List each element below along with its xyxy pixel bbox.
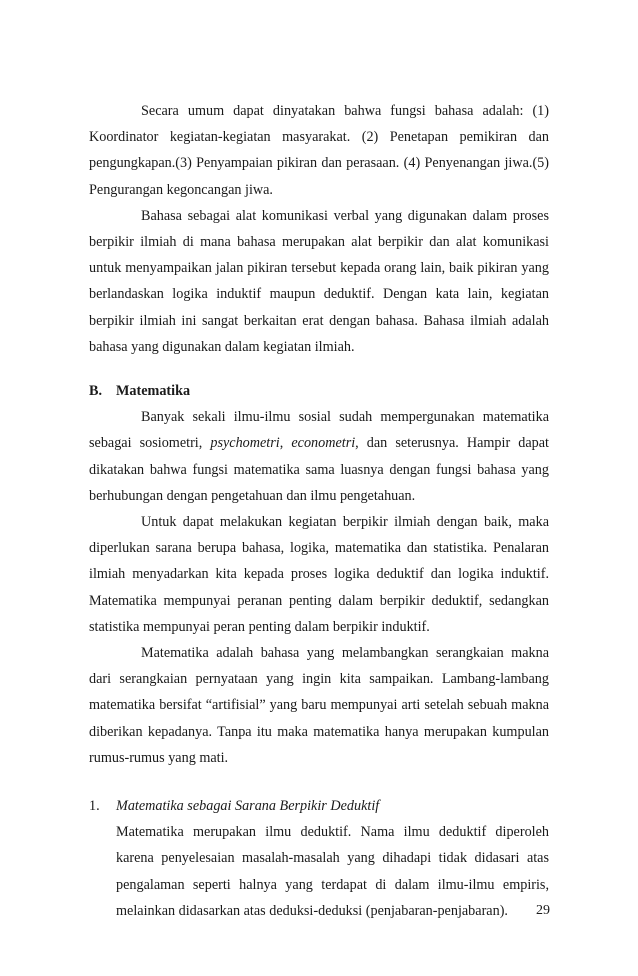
paragraph-language-communication: Bahasa sebagai alat komunikasi verbal yang digunakan dalam proses berpikir ilmiah di mana bahasa merupakan alat berpikir dan alat komunikasi untuk menyampaikan jalan pikiran tersebut kepada orang lain, baik pikiran yang berlandaskan logika induktif maupun deduktif. Dengan kata lain, kegiatan berpikir ilmiah ini sangat berkaitan erat dengan bahasa. Bahasa ilmiah adalah bahasa yang digunakan dalam kegiatan ilmiah. [89,207,549,355]
p3-after: , dan seterusnya. Hampir dapat dikatakan bahwa fungsi matematika sama luasnya dengan fungsi bahasa yang berhubungan dengan pengetahuan dan ilmu pengetahuan. [89,435,549,504]
section-number: B. [89,383,103,400]
body-text [89,98,549,924]
p3-mid: , [279,435,292,452]
term-econometri: econometri [291,435,356,452]
paragraph-scientific-thinking: Untuk dapat melakukan kegiatan berpikir ilmiah dengan baik, maka diperlukan sarana berupa bahasa, logika, matematika dan statistika. Penalaran ilmiah menyadarkan kita kepada proses logika deduktif dan logika induktif. Matematika mempunyai peranan penting dalam berpikir deduktif, sedangkan statistika mempunyai peran penting dalam berpikir induktif. [89,514,549,635]
subsection-title: Matematika sebagai Sarana Berpikir Deduktif [116,798,380,815]
paragraph-math-language: Matematika adalah bahasa yang melambangkan serangkaian makna dari serangkaian pernyataan yang ingin kita sampaikan. Lambang-lambang matematika bersifat “artifisial” yang baru mempunyai arti setelah sebuah makna diberikan kepadanya. Tanpa itu maka matematika hanya merupakan kumpulan rumus-rumus yang mati. [89,645,549,766]
paragraph-language-functions: Secara umum dapat dinyatakan bahwa fungsi bahasa adalah: (1) Koordinator kegiatan-kegiatan masyarakat. (2) Penetapan pemikiran dan pengungkapan.(3) Penyampaian pikiran dan perasaan. (4) Penyenangan jiwa.(5) Pengurangan kegoncangan jiwa. [89,103,549,198]
subsection-number: 1. [89,798,100,815]
p3-before: Banyak sekali ilmu-ilmu sosial sudah mempergunakan matematika sebagai sosiometri, [89,409,549,452]
section-heading-matematika [89,378,549,404]
paragraph-deductive-science: Matematika merupakan ilmu deduktif. Nama ilmu deduktif diperoleh karena penyelesaian masalah-masalah yang dihadapi tidak didasari atas pengalaman seperti halnya yang terdapat di dalam ilmu-ilmu empiris, melainkan didasarkan atas deduksi-deduksi (penjabaran-penjabaran). [116,824,549,919]
section-title: Matematika [116,383,191,400]
subsection-body [89,819,549,924]
subsection-heading-deductive [89,793,549,819]
page-number: 29 [536,903,550,918]
paragraph-social-sciences [89,404,549,509]
term-psychometri: psychometri [210,435,280,452]
